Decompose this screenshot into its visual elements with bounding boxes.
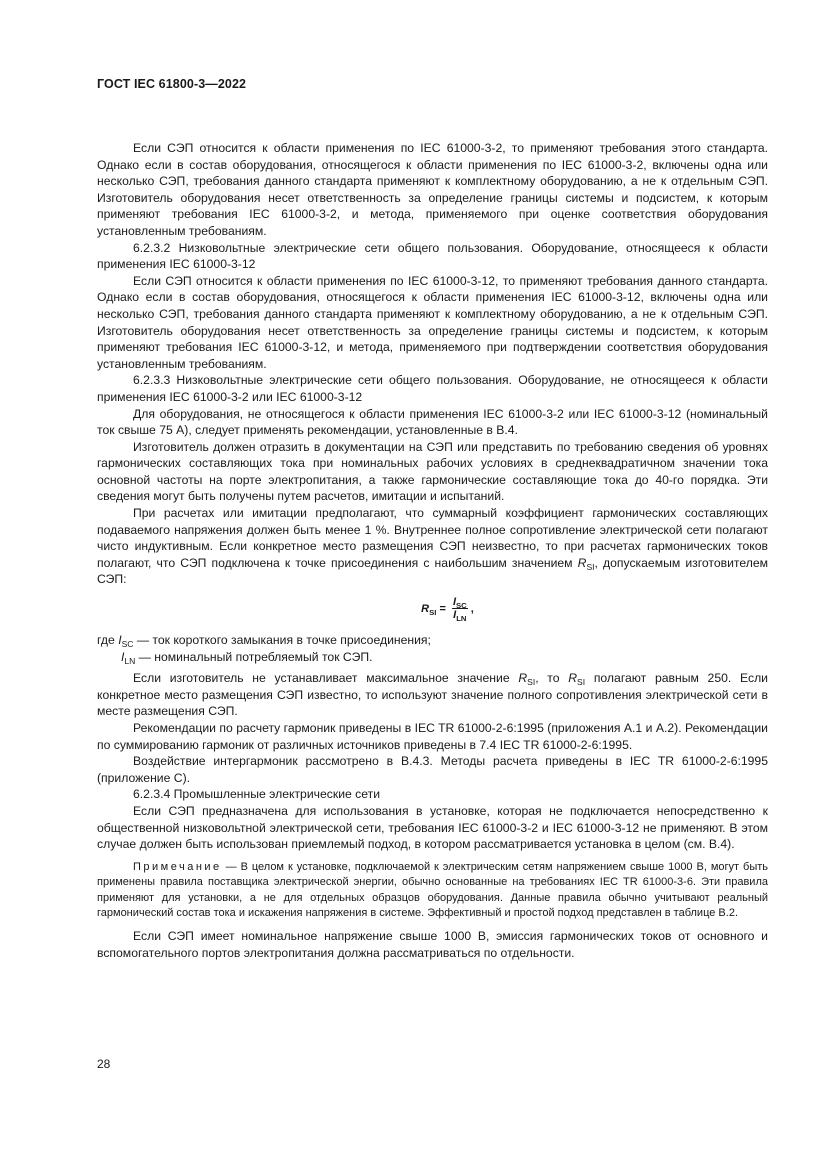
formula-fraction: $\frac{I_{SC}}{I_{LN}}$ <box>452 596 467 624</box>
document-header: ГОСТ IEC 61800-3—2022 <box>97 77 247 91</box>
paragraph: При расчетах или имитации предполагают, что суммарный коэффициент гармонических составляющих подаваемого напряжения должен быть менее 1 %. Внутреннее полное сопротивление электрической сети полагают чисто индуктивным. Если конкретное место размещения СЭП неизвестно, то при расчетах гармонических токов полагают, что СЭП подключена к точке присоединения с наибольшим значением $R_{SI}$, допускаемым изготовителем СЭП: <box>97 506 769 587</box>
rsi-formula: $R_{SI}$ = $\frac{I_{SC}}{I_{LN}}$ , <box>421 596 474 624</box>
paragraph: Если СЭП относится к области применения по IEC 61000-3-12, то применяют требования данного стандарта. Однако если в состав оборудования, относящегося к области применения IEC 61000-3-12, включены одна или несколько СЭП, требования данного стандарта применяют к комплектному оборудованию, а не к отдельным СЭП. Изготовитель оборудования несет ответственность за определение границы системы и подсистем, к которым применяют требования IEC 61000-3-12, и метода, применяемого при подтверждении соответствия оборудования установленным требованиям. <box>97 273 768 371</box>
paragraph: Если СЭП предназначена для использования в установке, которая не подключается непосредственно к общественной низковольтной электрической сети, требования IEC 61000-3-2 и IEC 61000-3-12 не применяют. В этом случае должен быть использован приемлемый подход, в котором рассматривается установка в целом (см. В.4). <box>97 803 768 852</box>
paragraph: Для оборудования, не относящегося к области применения IEC 61000-3-2 или IEC 61000-3-12 (номинальный ток свыше 75 А), следует применять рекомендации, установленные в В.4. <box>97 406 768 438</box>
paragraph: Изготовитель должен отразить в документации на СЭП или представить по требованию сведения об уровнях гармонических составляющих тока при номинальных рабочих условиях в среднеквадратичном значении тока основной частоты на порте электропитания, а также гармонические составляющие тока до 40-го порядка. Эти сведения могут быть получены путем расчетов, имитации и испытаний. <box>97 439 768 504</box>
paragraph: Если изготовитель не устанавливает максимальное значение $R_{SI}$, то $R_{SI}$ полагают равным 250. Если конкретное место размещения СЭП известно, то используют значение полного сопротивления электрической сети в месте размещения СЭП. <box>97 671 768 719</box>
section-heading-6-2-3-3: 6.2.3.3 Низковольтные электрические сети общего пользования. Оборудование, не относящееся к области применения IEC 61000-3-2 или IEC 61000-3-12 <box>97 373 768 404</box>
paragraph: Воздействие интергармоник рассмотрено в В.4.3. Методы расчета приведены в IEC TR 61000-2-6:1995 (приложение С). <box>97 754 768 785</box>
formula-legend-isc: где $I_{SC}$ — ток короткого замыкания в точке присоединения; <box>97 633 431 650</box>
page-number: 28 <box>97 1057 111 1071</box>
formula-legend-iln: $I_{LN}$ — номинальный потребляемый ток СЭП. <box>121 649 373 666</box>
note: Примечание — В целом к установке, подключаемой к электрическим сетям напряжением свыше 1000 В, могут быть применены правила поставщика электрической энергии, обычно основанные на требованиях IEC TR 61000-3-6. Эти правила применяют для установки, а не для отдельных образцов оборудования. Данные правила обычно учитывают реальный гармонический состав тока и искажения напряжения в системе. Эффективный и простой подход представлен в таблице В.2. <box>97 860 768 919</box>
section-heading-6-2-3-4: 6.2.3.4 Промышленные электрические сети <box>133 787 381 802</box>
paragraph: Если СЭП имеет номинальное напряжение свыше 1000 В, эмиссия гармонических токов от основного и вспомогательного портов электропитания должна рассматриваться по отдельности. <box>97 929 768 960</box>
note-label: Примечание <box>133 860 222 873</box>
paragraph: Если СЭП относится к области применения по IEC 61000-3-2, то применяют требования этого стандарта. Однако если в состав оборудования, относящегося к области применения по IEC 61000-3-2, включены одна или несколько СЭП, требования данного стандарта применяют к комплектному оборудованию, а не к отдельным СЭП. Изготовитель оборудования несет ответственность за определение границы системы и подсистем, к которым применяют требования IEC 61000-3-2, и метода, применяемого при оценке соответствия оборудования установленным требованиям. <box>97 141 768 238</box>
paragraph: Рекомендации по расчету гармоник приведены в IEC TR 61000-2-6:1995 (приложения А.1 и А.2). Рекомендации по суммированию гармоник от различных источников приведены в 7.4 IEC TR 61000-2-6:1995. <box>97 721 768 752</box>
page-body <box>97 140 768 962</box>
section-heading-6-2-3-2: 6.2.3.2 Низковольтные электрические сети общего пользования. Оборудование, относящееся к области применения IEC 61000-3-12 <box>97 240 768 272</box>
